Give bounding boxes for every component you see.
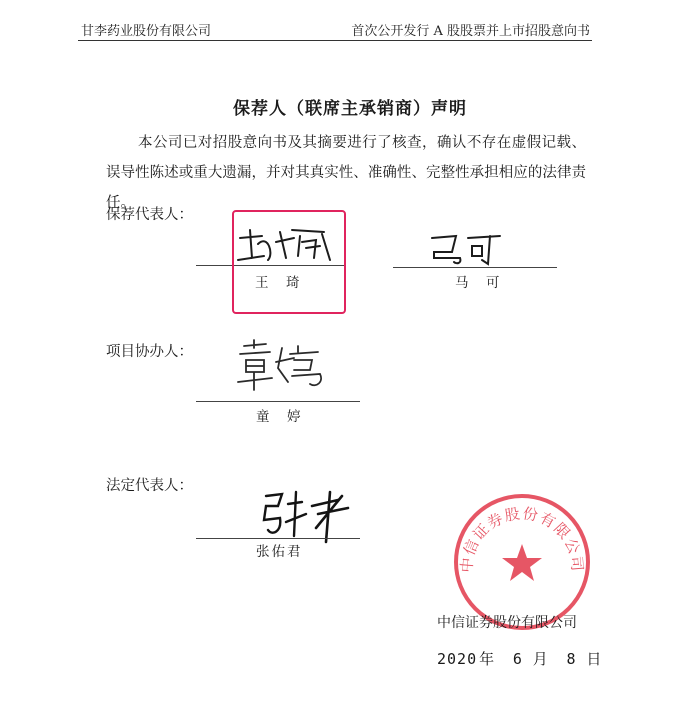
date-year: 2020 bbox=[437, 650, 478, 668]
date-year-unit: 年 bbox=[479, 650, 495, 668]
project-assistant-label: 项目协办人： bbox=[106, 344, 193, 360]
signature-line-legal bbox=[196, 538, 360, 539]
signature-line-rep2 bbox=[393, 267, 557, 268]
legal-rep-label: 法定代表人： bbox=[106, 478, 193, 494]
highlight-box bbox=[232, 210, 346, 314]
signature-ma-ke bbox=[426, 230, 506, 268]
printed-name-rep2: 马 可 bbox=[455, 275, 502, 291]
printed-name-assistant: 童 婷 bbox=[256, 409, 303, 425]
printed-name-rep1: 王 琦 bbox=[255, 275, 302, 291]
signing-date bbox=[437, 648, 601, 669]
signature-line-assistant bbox=[196, 401, 360, 402]
printed-name-legal: 张佑君 bbox=[256, 544, 303, 560]
header-document-title: 首次公开发行 A 股股票并上市招股意向书 bbox=[351, 24, 590, 39]
company-name: 中信证券股份有限公司 bbox=[437, 615, 577, 631]
signature-tong-ting bbox=[232, 338, 332, 396]
date-month: 6 bbox=[512, 650, 522, 668]
signature-zhang-youjun bbox=[258, 488, 358, 548]
date-day-unit: 日 bbox=[586, 650, 602, 668]
declaration-text: 本公司已对招股意向书及其摘要进行了核查，确认不存在虚假记载、误导性陈述或重大遗漏，并对其真实性、准确性、完整性承担相应的法律责任。 bbox=[106, 135, 586, 211]
page-title: 保荐人（联席主承销商）声明 bbox=[233, 99, 467, 119]
company-seal bbox=[452, 492, 592, 632]
sponsor-rep-label: 保荐代表人： bbox=[106, 207, 193, 223]
header-company: 甘李药业股份有限公司 bbox=[81, 24, 212, 39]
seal-text: 中信证券股份有限公司 bbox=[457, 504, 587, 574]
header-divider bbox=[78, 40, 592, 41]
date-day: 8 bbox=[566, 650, 576, 668]
date-month-unit: 月 bbox=[532, 650, 548, 668]
